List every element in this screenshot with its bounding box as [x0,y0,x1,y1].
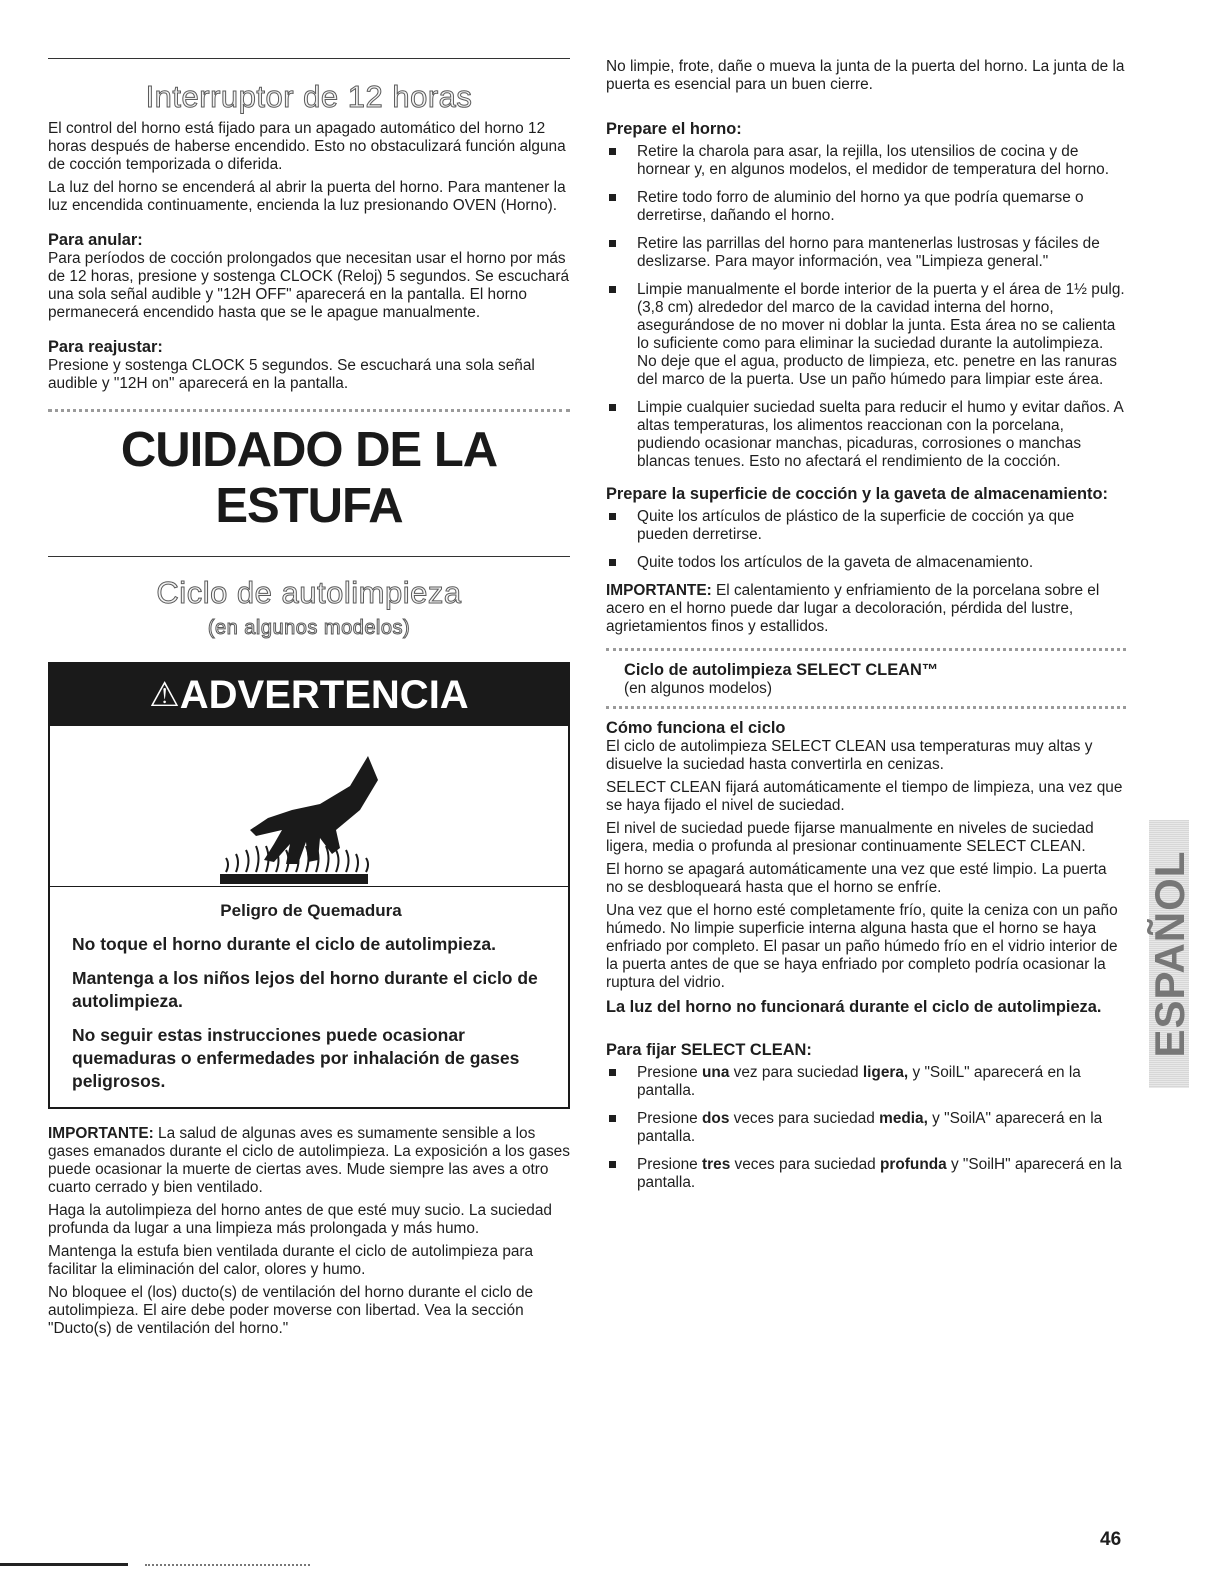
footer-bar [0,1563,128,1566]
language-side-tab-label: ESPAÑOL [1146,850,1193,1058]
paragraph: Mantenga la estufa bien ventilada durante el ciclo de autolimpieza para facilitar la eliminación del calor, olores y humo. [48,1243,534,1278]
list-item: Limpie cualquier suciedad suelta para reducir el humo y evitar daños. A altas temperaturas, los alimentos reaccionan con la porcelana, pudiendo ocasionar manchas, picaduras, corrosiones o manchas blancas tenues. Esto no afectará el rendimiento de la cocción. [606,399,1126,471]
footer-dotted-line [145,1564,310,1566]
section-title-12h: Interruptor de 12 horas [145,79,473,114]
section-rule [48,556,570,557]
important-text: La salud de algunas aves es sumamente sensible a los gases emanados durante el ciclo de autolimpieza. La exposición a los gases puede ocasionar la muerte de ciertas aves. Mude siempre las aves a otro cuarto cerrado y bien ventilado. [48,1125,570,1196]
list-item: Quite los artículos de plástico de la superficie de cocción ya que pueden derretirse. [606,508,1126,544]
paragraph: El ciclo de autolimpieza SELECT CLEAN usa temperaturas muy altas y disuelve la suciedad hasta convertirla en cenizas. [606,738,1093,773]
list-item: Presione tres veces para suciedad profunda y "SoilH" aparecerá en la pantalla. [606,1156,1126,1192]
list-item: Presione dos veces para suciedad media, y "SoilA" aparecerá en la pantalla. [606,1110,1126,1146]
paragraph: No bloquee el (los) ducto(s) de ventilación del horno durante el ciclo de autolimpieza. El aire debe poder moverse con libertad. Vea la sección "Ducto(s) de ventilación del horno." [48,1284,534,1337]
warning-triangle-icon: ⚠ [149,676,180,714]
list-item: Presione una vez para suciedad ligera, y "SoilL" aparecerá en la pantalla. [606,1064,1126,1100]
chapter-title-line: ESTUFA [215,479,403,533]
warning-body [50,887,568,1107]
paragraph: El control del horno está fijado para un apagado automático del horno 12 horas después de haberse encendido. Esto no obstaculizará función alguna de cocción temporizada o diferida. [48,120,566,173]
fijar-list [606,1064,1126,1192]
paragraph: Para períodos de cocción prolongados que necesitan usar el horno por más de 12 horas, presione y sostenga CLOCK (Reloj) 5 segundos. Se escuchará una sola señal audible y "12H OFF" aparecerá en la pantalla. El horno permanecerá encendido hasta que se le apague manualmente. [48,250,570,321]
list-item: Limpie manualmente el borde interior de la puerta y el área de 1½ pulg. (3,8 cm) alrededor del marco de la cavidad interna del horno, asegurándose de no mover ni doblar la junta. Esta área no se calienta lo suficiente como para eliminar la suciedad durante la autolimpieza. No deje que el agua, producto de limpieza, etc. penetre en las ranuras del marco de la puerta. Use un paño húmedo para limpiar este área. [606,281,1126,389]
paragraph: Haga la autolimpieza del horno antes de que esté muy sucio. La suciedad profunda da lugar a una limpieza más prolongada y más humo. [48,1202,552,1237]
list-item: Retire la charola para asar, la rejilla, los utensilios de cocina y de hornear y, en algunos modelos, el medidor de temperatura del horno. [606,143,1126,179]
select-clean-subtitle: (en algunos modelos) [624,680,773,697]
important-note [48,1125,570,1197]
list-item: Quite todos los artículos de la gaveta de almacenamiento. [606,554,1126,572]
hazard-title: Peligro de Quemadura [220,901,402,920]
list-item: Retire las parrillas del horno para mantenerlas lustrosas y fáciles de deslizarse. Para mayor información, vea "Limpieza general." [606,235,1126,271]
warning-line: No seguir estas instrucciones puede ocasionar quemaduras o enfermedades por inhalación de gases peligrosos. [72,1025,520,1091]
right-column [606,58,1126,1202]
subheading-prepare-oven: Prepare el horno: [606,120,742,138]
paragraph: El horno se apagará automáticamente una vez que esté limpio. La puerta no se desbloqueará hasta que el horno se enfríe. [606,861,1107,896]
hot-surface-hand-icon [50,726,568,887]
section-title-ciclo: Ciclo de autolimpieza [156,575,462,610]
subheading-fijar: Para fijar SELECT CLEAN: [606,1041,812,1059]
chapter-title [48,422,570,534]
important-label: IMPORTANTE: [48,1125,154,1142]
warning-header [50,664,568,726]
section-rule [48,58,570,59]
prepare-surface-list [606,508,1126,572]
warning-line: Mantenga a los niños lejos del horno durante el ciclo de autolimpieza. [72,968,538,1011]
subheading-como-funciona: Cómo funciona el ciclo [606,719,786,737]
subheading-anular: Para anular: [48,231,143,249]
paragraph: El nivel de suciedad puede fijarse manualmente en niveles de suciedad ligera, media o profunda al presionar continuamente SELECT CLEAN. [606,820,1094,855]
select-clean-header [606,648,1126,709]
left-column [48,58,570,1338]
paragraph: No limpie, frote, dañe o mueva la junta de la puerta del horno. La junta de la puerta es esencial para un buen cierre. [606,58,1125,93]
select-clean-title: Ciclo de autolimpieza SELECT CLEAN™ [624,661,939,679]
paragraph: Una vez que el horno esté completamente frío, quite la ceniza con un paño húmedo. No limpie superficie interna alguna hasta que el horno se haya enfriado por completo. El pasar un paño húmedo frío en el vidrio interior de la puerta antes de que se haya enfriado por completo podría ocasionar la ruptura del vidrio. [606,902,1118,991]
section-subtitle: (en algunos modelos) [207,617,411,639]
dotted-divider [48,409,570,412]
warning-box [48,662,570,1109]
paragraph: Presione y sostenga CLOCK 5 segundos. Se escuchará una sola señal audible y "12H on" aparecerá en la pantalla. [48,357,535,392]
important-label: IMPORTANTE: [606,582,712,599]
subheading-reajustar: Para reajustar: [48,338,163,356]
subheading-prepare-surface: Prepare la superficie de cocción y la gaveta de almacenamiento: [606,485,1108,503]
paragraph: La luz del horno se encenderá al abrir la puerta del horno. Para mantener la luz encendida continuamente, encienda la luz presionando OVEN (Horno). [48,179,566,214]
light-notice: La luz del horno no funcionará durante el ciclo de autolimpieza. [606,998,1102,1016]
important-note [606,582,1126,636]
warning-line: No toque el horno durante el ciclo de autolimpieza. [72,934,496,954]
warning-header-text: ADVERTENCIA [179,673,469,717]
paragraph: SELECT CLEAN fijará automáticamente el tiempo de limpieza, una vez que se haya fijado el nivel de suciedad. [606,779,1123,814]
list-item: Retire todo forro de aluminio del horno ya que podría quemarse o derretirse, dañando el horno. [606,189,1126,225]
prepare-oven-list [606,143,1126,471]
chapter-title-line: CUIDADO DE LA [120,423,498,477]
important-text: El calentamiento y enfriamiento de la porcelana sobre el acero en el horno puede dar lugar a decoloración, pérdida del lustre, agrietamientos finos y estallidos. [606,582,1100,635]
page-number: 46 [1100,1529,1122,1550]
